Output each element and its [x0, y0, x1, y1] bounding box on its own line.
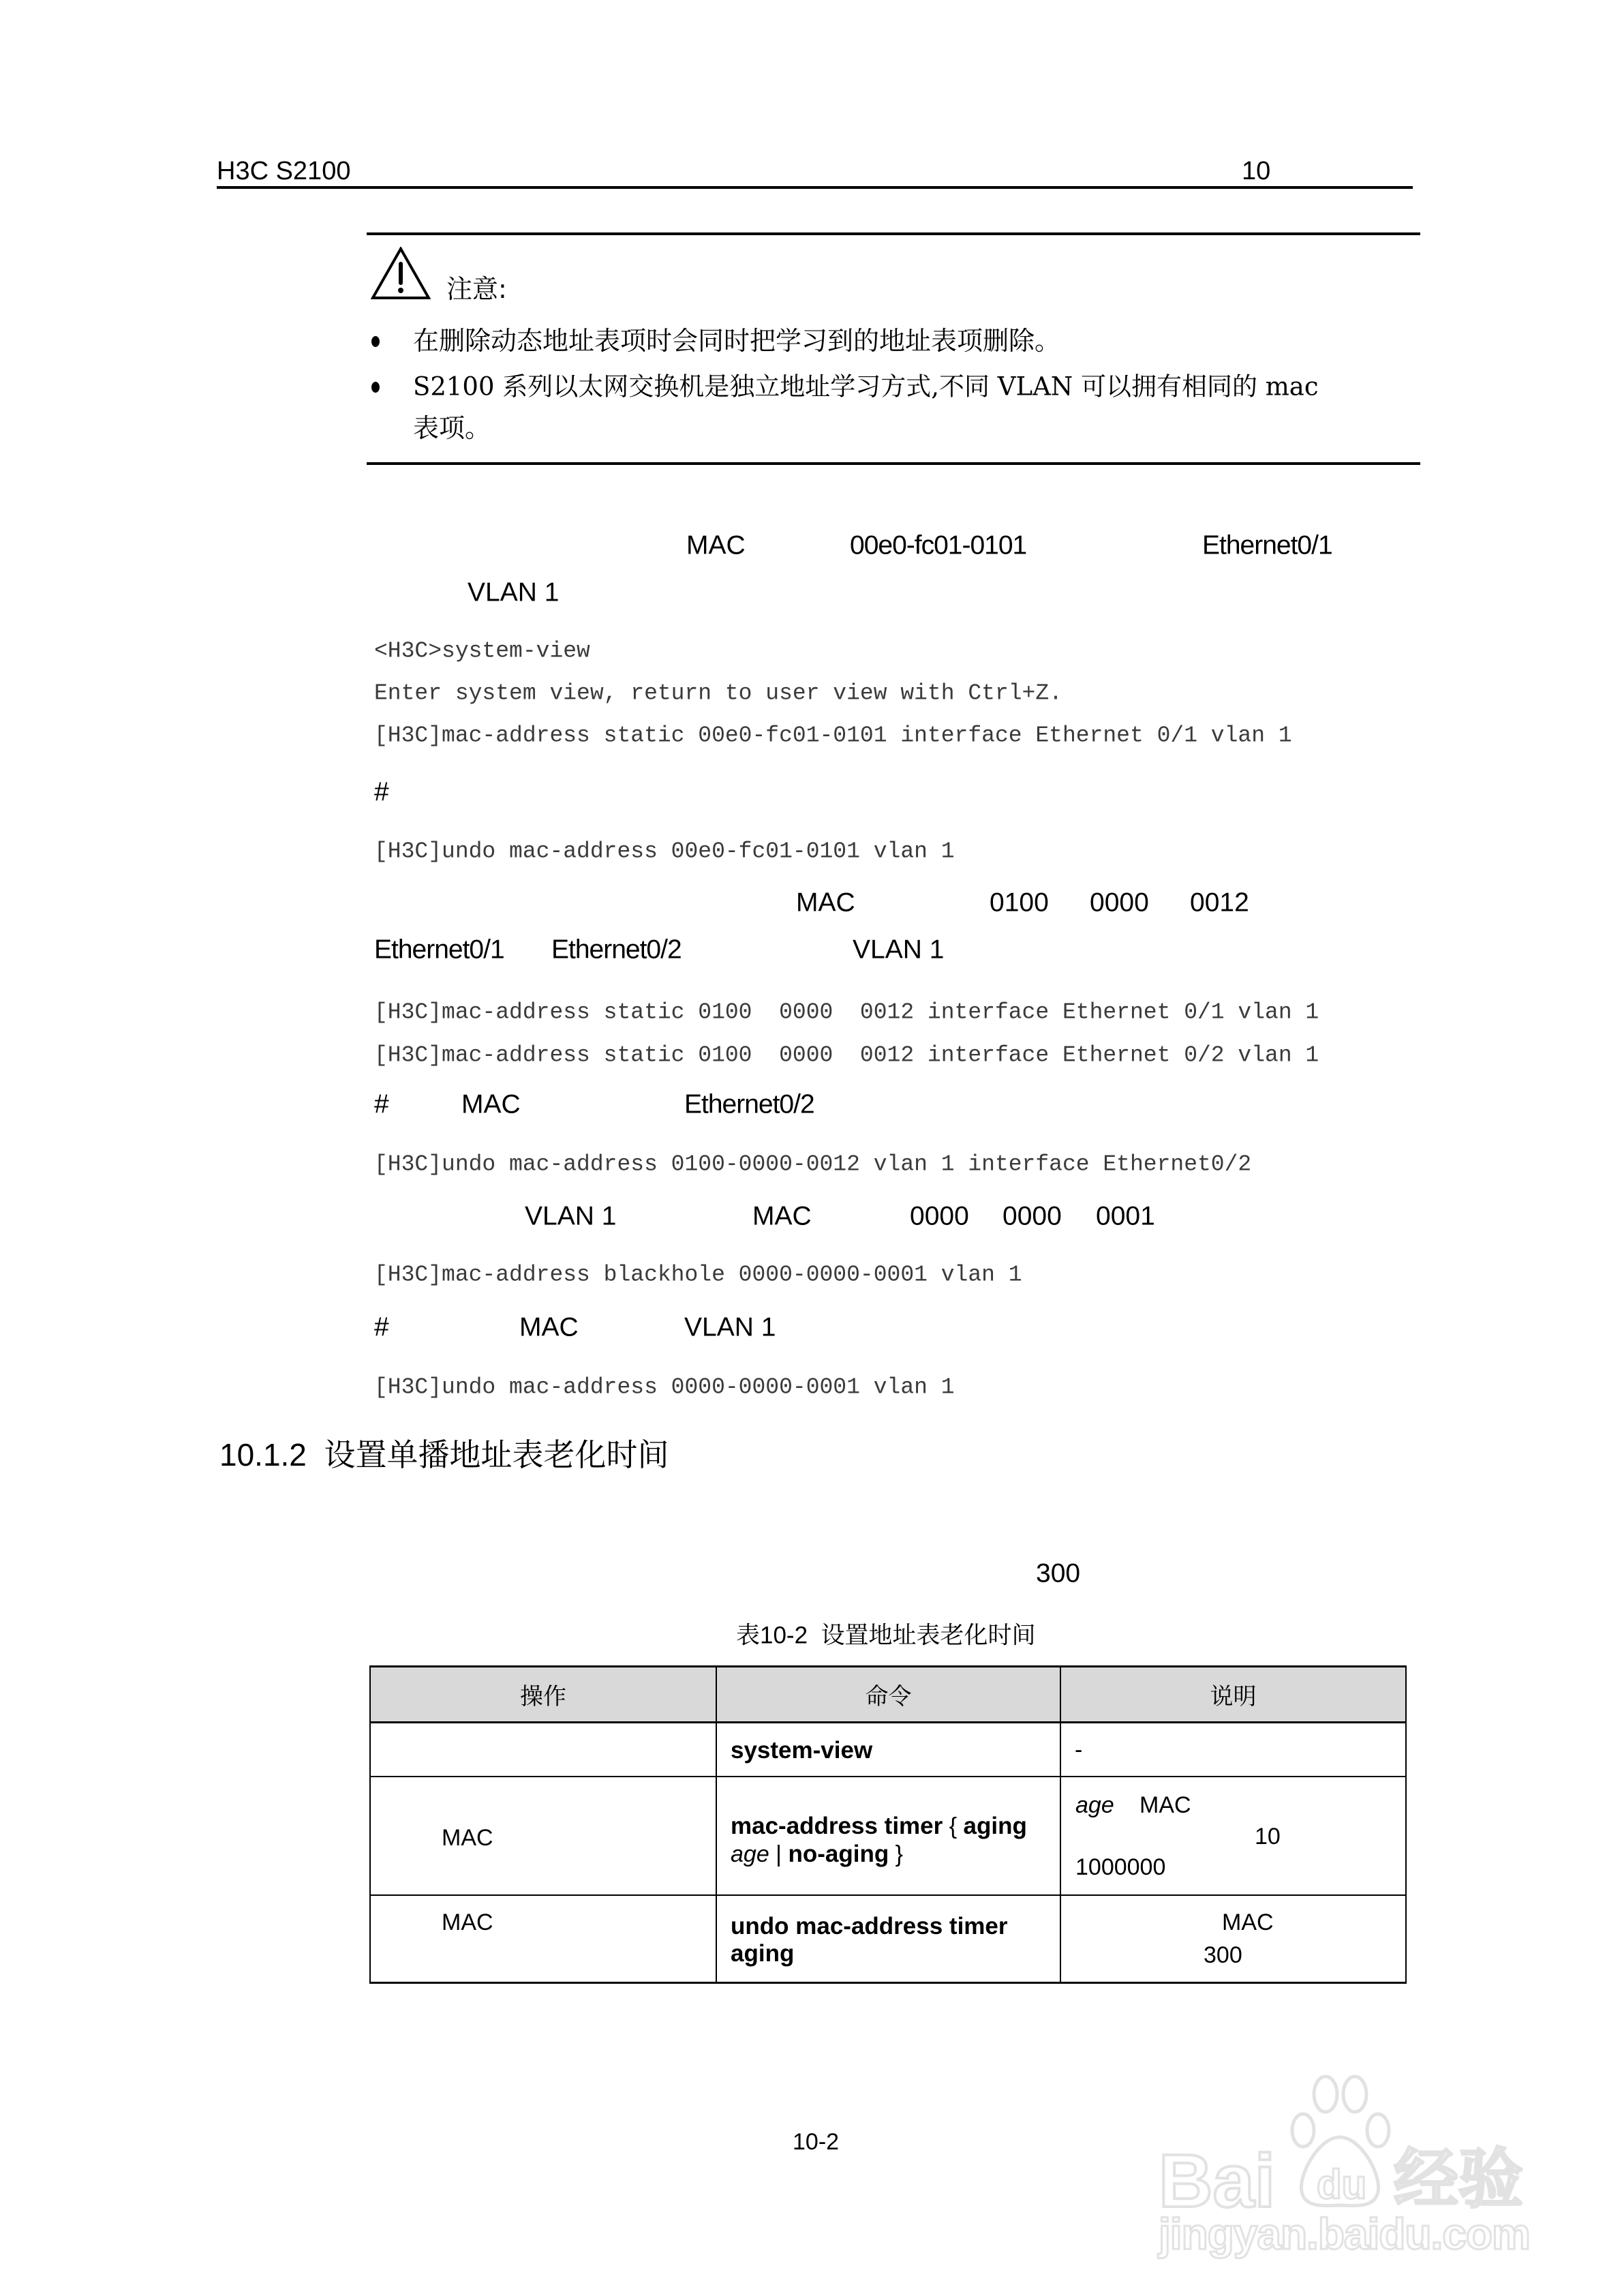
- code-line: [H3C]mac-address static 00e0-fc01-0101 interface Ethernet 0/1 vlan 1: [374, 723, 1292, 749]
- code-line: [H3C]undo mac-address 0000-0000-0001 vlan 1: [374, 1374, 955, 1400]
- running-header-product: H3C S2100: [217, 157, 351, 185]
- code-line: [H3C]undo mac-address 00e0-fc01-0101 vlan 1: [374, 839, 955, 864]
- text-mac-seg: 0001: [1096, 1201, 1155, 1231]
- note-bottom-rule: [367, 462, 1420, 465]
- description-dash: -: [1075, 1737, 1083, 1763]
- code-line: <H3C>system-view: [374, 638, 590, 664]
- cmd-brace: }: [889, 1841, 904, 1867]
- code-line: Enter system view, return to user view with Ctrl+Z.: [374, 680, 1062, 706]
- text-port: Ethernet0/2: [551, 935, 682, 965]
- table-row: [370, 1723, 1406, 1777]
- text-mac-seg: 0000: [1090, 888, 1149, 918]
- baidu-jingyan-watermark: [1159, 2072, 1540, 2259]
- text-port: Ethernet0/1: [1202, 530, 1332, 560]
- cell-operation-text: MAC: [442, 1909, 493, 1935]
- table-row: [370, 1895, 1406, 1983]
- code-line: [H3C]mac-address static 0100 0000 0012 interface Ethernet 0/2 vlan 1: [374, 1042, 1319, 1068]
- code-line: [H3C]mac-address static 0100 0000 0012 interface Ethernet 0/1 vlan 1: [374, 999, 1319, 1025]
- text-mac: MAC: [796, 888, 855, 918]
- watermark-brand-du: du: [1317, 2162, 1367, 2207]
- cell-command: [716, 1777, 1060, 1895]
- note-bullet-1: 在删除动态地址表项时会同时把学习到的地址表项删除。: [413, 326, 1061, 356]
- desc-age-param: age: [1075, 1792, 1114, 1818]
- command-line-1: undo mac-address timer: [731, 1913, 1008, 1939]
- header-rule: [217, 186, 1413, 189]
- comment-hash: #: [374, 1312, 389, 1342]
- code-line: [H3C]undo mac-address 0100-0000-0012 vlan 1 interface Ethernet0/2: [374, 1151, 1252, 1177]
- command-system-view: system-view: [731, 1737, 873, 1764]
- text-port: Ethernet0/1: [374, 935, 504, 965]
- desc-mac: MAC: [1222, 1909, 1274, 1935]
- default-aging-value: 300: [1036, 1558, 1081, 1588]
- text-port: Ethernet0/2: [684, 1089, 814, 1119]
- text-mac-seg: 0000: [1003, 1201, 1062, 1231]
- text-mac-seg: 0100: [990, 888, 1049, 918]
- cell-operation: [370, 1723, 716, 1777]
- command-line-1: [731, 1814, 1027, 1838]
- section-heading: 10.1.2 设置单播地址表老化时间: [219, 1437, 669, 1472]
- table-caption: 表10-2 设置地址表老化时间: [736, 1622, 1036, 1649]
- cell-operation-text: MAC: [442, 1825, 493, 1851]
- page-number: 10-2: [793, 2129, 840, 2155]
- desc-default-value: 300: [1204, 1942, 1242, 1968]
- command-line-2: aging: [731, 1940, 795, 1967]
- cell-command: [716, 1895, 1060, 1983]
- text-vlan: VLAN 1: [468, 577, 560, 607]
- col-header-description: 说明: [1060, 1667, 1406, 1723]
- cell-command: [716, 1723, 1060, 1777]
- note-bullet-2: S2100 系列以太网交换机是独立地址学习方式,不同 VLAN 可以拥有相同的 mac: [413, 372, 1319, 402]
- cmd-brace: {: [943, 1813, 964, 1839]
- text-vlan: VLAN 1: [684, 1312, 776, 1342]
- text-mac: MAC: [752, 1201, 812, 1231]
- bullet-dot: [371, 336, 380, 347]
- watermark-url: jingyan.baidu.com: [1159, 2209, 1530, 2259]
- desc-min-value: 10: [1255, 1824, 1281, 1849]
- bullet-dot: [371, 382, 380, 393]
- note-title: 注意:: [446, 274, 507, 304]
- text-mac: MAC: [461, 1089, 521, 1119]
- watermark-brand-cn: 经验: [1394, 2142, 1524, 2217]
- warning-triangle-icon: [371, 247, 431, 300]
- comment-hash: #: [374, 1089, 389, 1119]
- watermark-brand-bai: Bai: [1159, 2139, 1276, 2223]
- code-line: [H3C]mac-address blackhole 0000-0000-0001 vlan 1: [374, 1262, 1022, 1288]
- cmd-param: age: [731, 1841, 769, 1867]
- cell-operation: [370, 1777, 716, 1895]
- cell-description: [1060, 1895, 1406, 1983]
- comment-hash: #: [374, 777, 389, 807]
- col-header-operation: 操作: [370, 1667, 716, 1723]
- text-mac-address: 00e0-fc01-0101: [850, 530, 1027, 560]
- running-header-chapter: 10: [1242, 157, 1271, 185]
- note-top-rule: [367, 232, 1420, 235]
- text-vlan: VLAN 1: [853, 935, 945, 965]
- text-vlan: VLAN 1: [525, 1201, 617, 1231]
- cmd-separator: |: [769, 1841, 789, 1867]
- table-row: [370, 1777, 1406, 1895]
- text-mac-seg: 0000: [910, 1201, 969, 1231]
- cell-description: [1060, 1723, 1406, 1777]
- col-header-command: 命令: [716, 1667, 1060, 1723]
- cmd-keyword: mac-address timer: [731, 1813, 943, 1839]
- config-table: [369, 1665, 1407, 1984]
- cmd-keyword: no-aging: [788, 1841, 889, 1867]
- text-mac-seg: 0012: [1190, 888, 1249, 918]
- cell-operation: [370, 1895, 716, 1983]
- table-header-row: [370, 1667, 1406, 1723]
- text-mac: MAC: [519, 1312, 579, 1342]
- cell-description: [1060, 1777, 1406, 1895]
- cmd-keyword: aging: [963, 1813, 1027, 1839]
- note-bullet-2-continuation: 表项。: [413, 413, 491, 443]
- desc-mac: MAC: [1139, 1792, 1191, 1818]
- command-line-2: [731, 1842, 903, 1866]
- desc-max-value: 1000000: [1075, 1854, 1166, 1880]
- text-mac: MAC: [686, 530, 746, 560]
